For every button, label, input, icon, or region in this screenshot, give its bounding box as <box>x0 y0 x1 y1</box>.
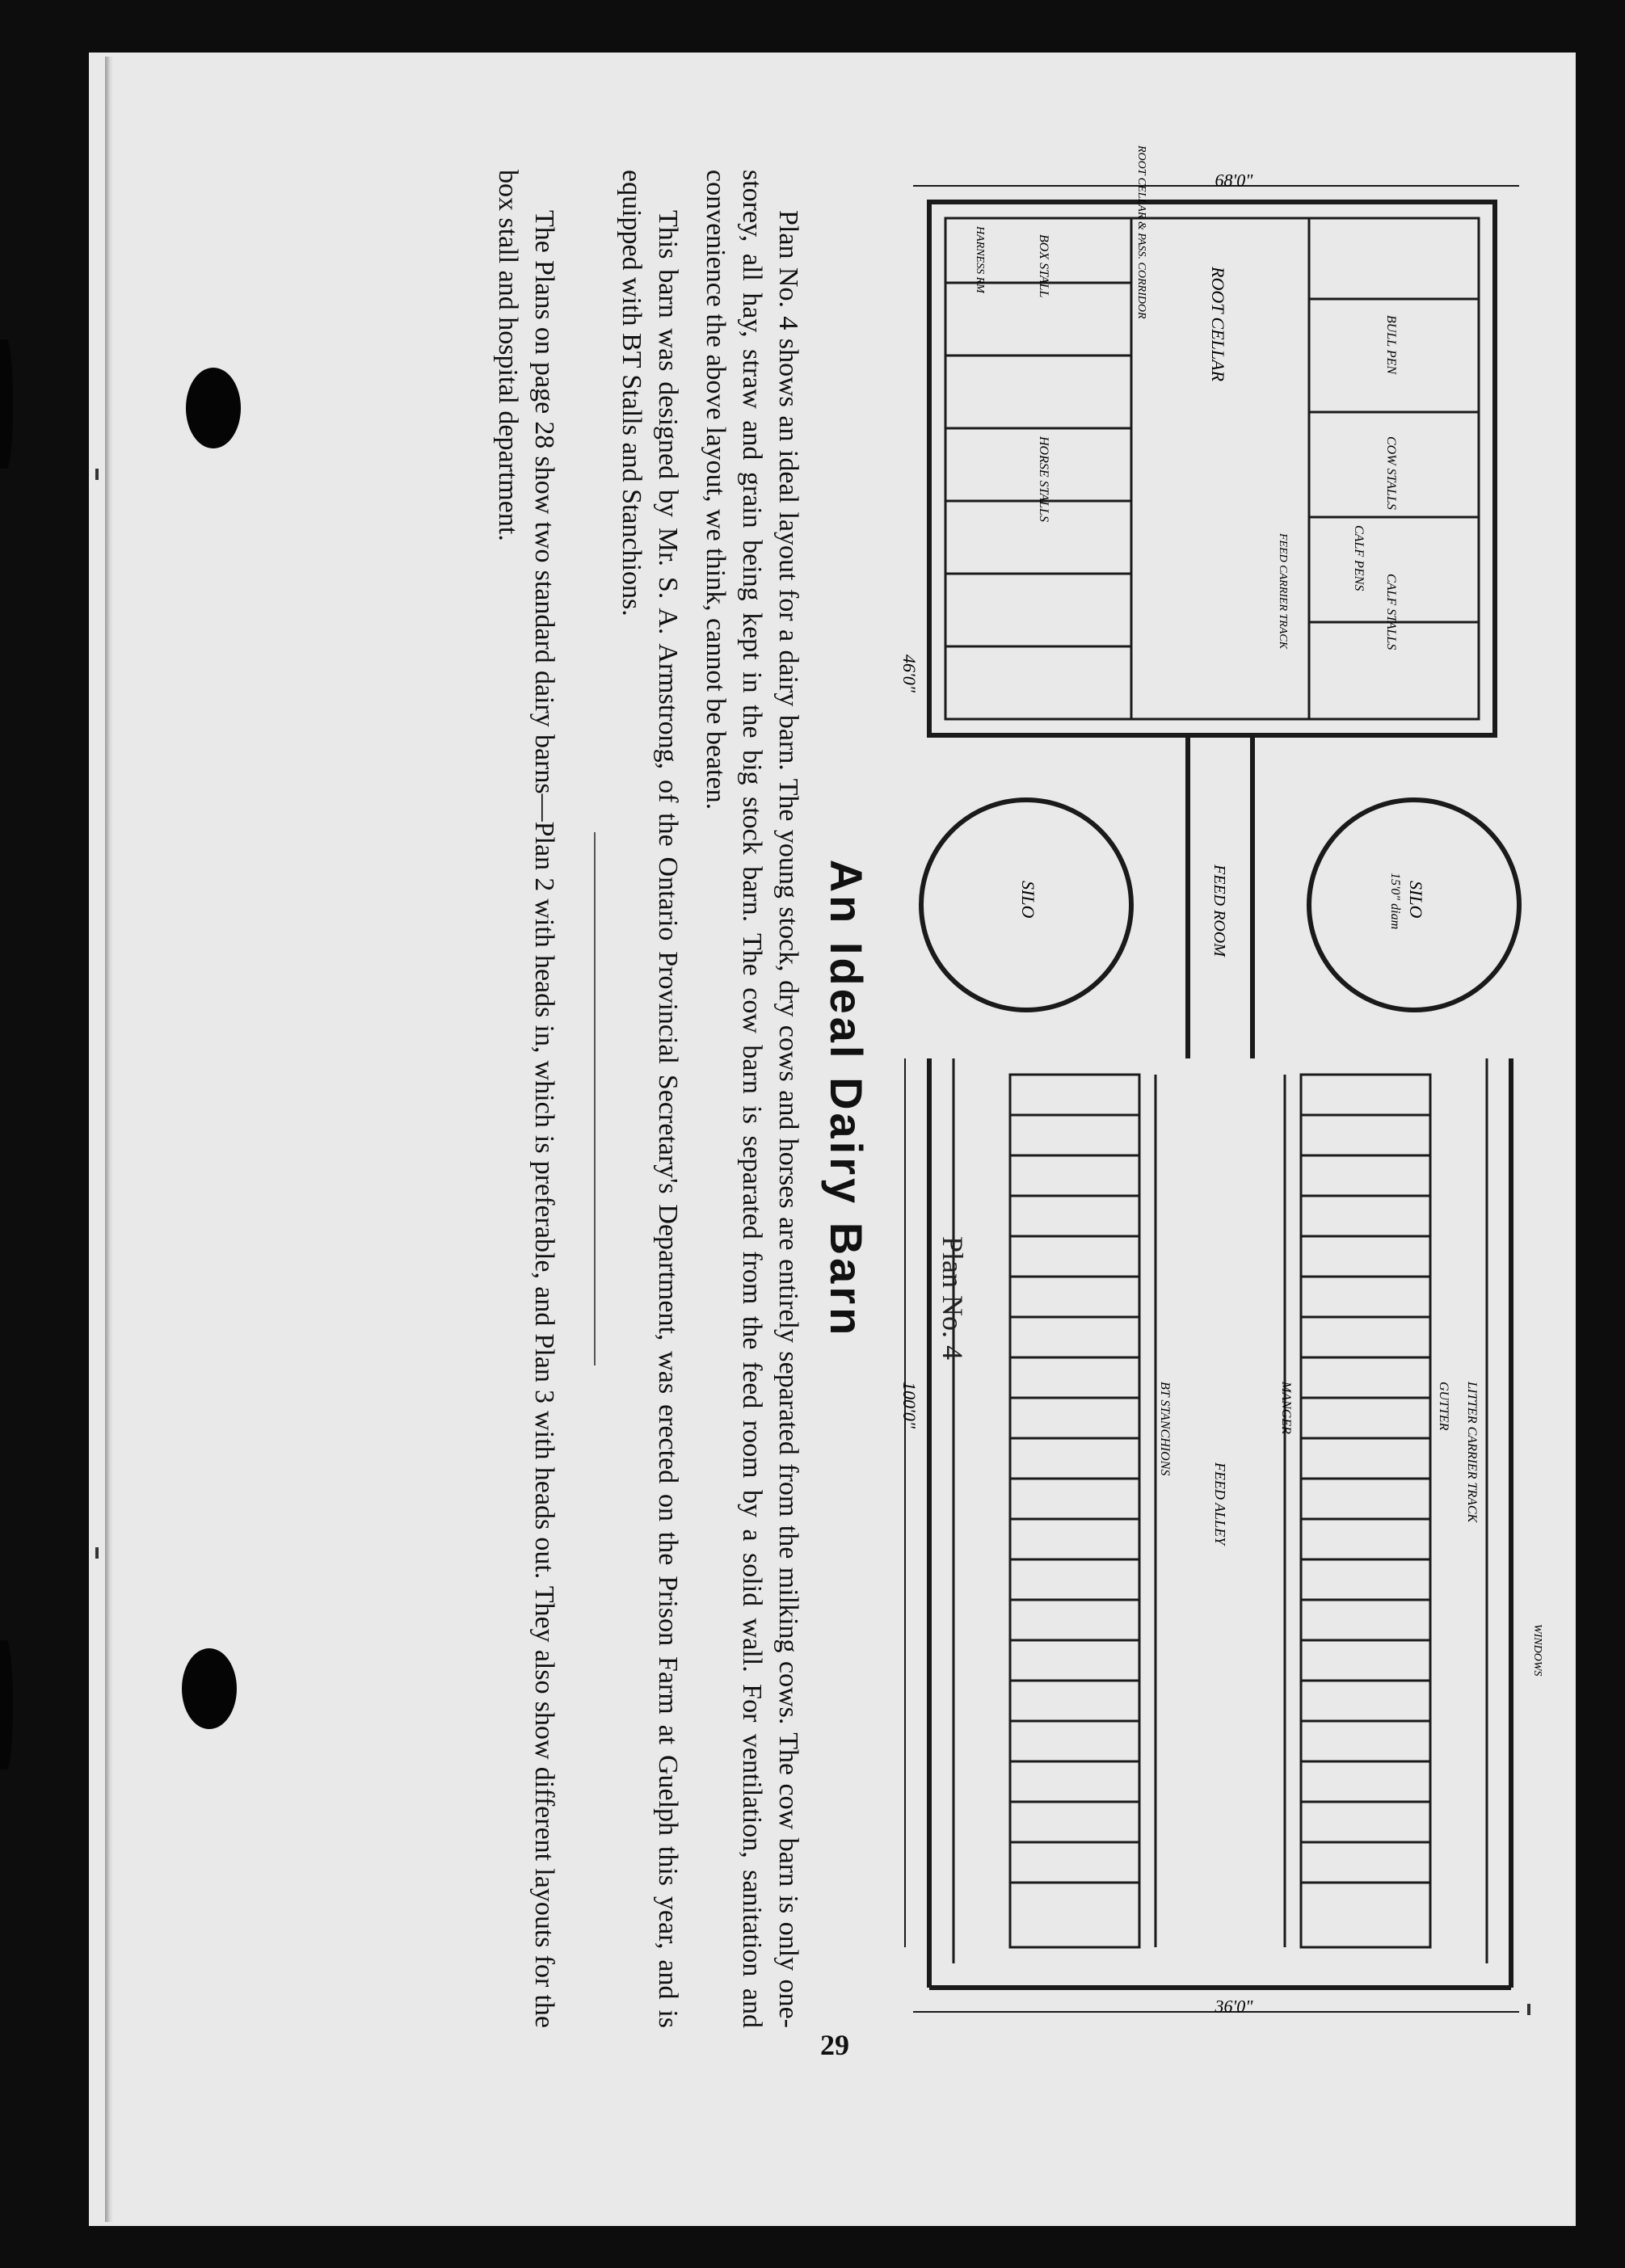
label-cow-stalls: COW STALLS <box>1384 436 1398 510</box>
label-feed-carrier-track: FEED CARRIER TRACK <box>1277 533 1289 650</box>
label-harness-room: HARNESS RM <box>974 226 986 293</box>
label-feed-alley: FEED ALLEY <box>1212 1462 1228 1546</box>
stall-row-top <box>1301 1075 1430 1947</box>
label-bull-pen: BULL PEN <box>1384 315 1398 375</box>
label-feed-room: FEED ROOM <box>1210 865 1228 957</box>
section-divider <box>594 832 596 1365</box>
label-gutter: GUTTER <box>1437 1382 1450 1431</box>
label-silo-diameter: 15'0" diam <box>1388 873 1402 930</box>
dimension-lines <box>905 186 1519 2012</box>
label-calf-stalls: CALF STALLS <box>1384 574 1398 650</box>
dimension-right: 36'0" <box>1215 1996 1253 2017</box>
punch-hole-top <box>186 368 241 448</box>
page-speck <box>95 469 99 480</box>
label-windows: WINDOWS <box>1531 1624 1543 1677</box>
article-paragraph-2: This barn was designed by Mr. S. A. Armstrong, of the Ontario Provincial Secretary's Department, was erected on the Prison Farm at Guelph this year, and is equipped with BT Stalls and Stanchions. <box>617 170 684 2028</box>
article <box>489 170 873 2028</box>
label-root-cellar-passage: ROOT CELLAR & PASS. CORRIDOR <box>1135 145 1147 319</box>
label-litter-carrier-track: LITTER CARRIER TRACK <box>1465 1382 1479 1523</box>
left-edge-binding-mark <box>0 1640 13 1769</box>
article-paragraph-3: The Plans on page 28 show two standard dairy barns—Plan 2 with heads in, which is preferable, and Plan 3 with heads out. They also show different layouts for the box stall and hospital department. <box>492 170 559 2028</box>
plan-drawing <box>889 170 1551 2028</box>
stall-row-bottom <box>1010 1075 1139 1947</box>
page-speck <box>1527 2004 1530 2015</box>
label-calf-pens: CALF PENS <box>1352 525 1366 591</box>
article-paragraph-1: Plan No. 4 shows an ideal layout for a dairy barn. The young stock, dry cows and horses are entirely separated from the milking cows. The cow barn is only one-storey, all hay, straw and grain being kept in the big stock barn. The cow barn is separated from the feed room by a solid wall. For ventilation, sanitation and convenience the above layout, we think, cannot be beaten. <box>701 170 803 2028</box>
label-stanchions: BT STANCHIONS <box>1158 1382 1172 1476</box>
page-number: 29 <box>820 2029 849 2061</box>
page-speck <box>95 1547 99 1559</box>
label-horse-stalls: HORSE STALLS <box>1037 436 1050 522</box>
label-root-cellar: ROOT CELLAR <box>1208 267 1228 382</box>
page-fold-shadow <box>105 57 113 2222</box>
rotated-page-content <box>291 145 1551 2093</box>
left-edge-binding-mark <box>0 339 13 469</box>
barn-floor-plan <box>889 145 1551 2028</box>
dimension-left: 68'0" <box>1215 170 1253 191</box>
plan-caption: Plan No. 4 <box>937 1236 969 1360</box>
dimension-front: 46'0" <box>899 654 920 692</box>
label-silo-top: SILO <box>1406 881 1426 919</box>
label-silo-bottom: SILO <box>1018 881 1038 919</box>
label-manger: MANGER <box>1279 1382 1293 1434</box>
article-title: An Ideal Dairy Barn <box>821 859 872 1339</box>
dimension-stalls: 100'0" <box>899 1382 920 1429</box>
label-box-stall: BOX STALL <box>1037 234 1050 298</box>
punch-hole-bottom <box>182 1648 237 1729</box>
